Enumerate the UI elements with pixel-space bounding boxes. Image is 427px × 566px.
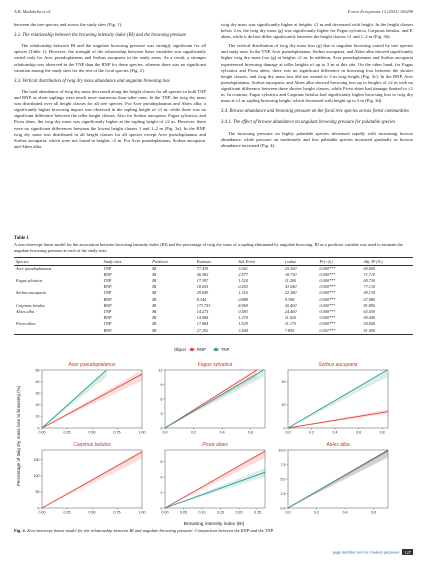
right-column <box>221 22 413 152</box>
table-1 <box>14 236 413 335</box>
table-cell: TNP <box>103 309 112 315</box>
panel-title: Acer pseudoplatanus <box>68 362 116 368</box>
table-cell: Carpinus betulus <box>16 302 45 308</box>
table-cell: BI <box>152 309 157 315</box>
table-cell: 0.001*** <box>318 328 362 335</box>
table-cell: TNP <box>103 278 112 283</box>
table-cell: 18.655 <box>196 284 209 290</box>
table-cell: 14.275 <box>196 309 209 315</box>
panel-title: Fagus sylvatica <box>197 362 233 368</box>
y-tick-label: 9 <box>160 382 163 387</box>
table-header-cell: Study sites <box>102 257 151 265</box>
x-tick-label: 0.15 <box>217 510 225 515</box>
y-tick-label: 50 <box>35 368 40 373</box>
header-journal: Forest Ecosystems 12 (2025) 100298 <box>347 9 413 14</box>
table-cell: RNP <box>102 328 151 335</box>
table-cell: 67.080 <box>363 296 376 302</box>
paragraph: The vertical distribution of twig dry mass loss (g) due to ungulate browsing varied by tree species and study area. In the TNP, Acer pseudoplatanus, Sorbus aucuparia, and Abies alba showed significantly higher twig dry mass loss (g) at heights ≤1 m. In addition, Acer pseudoplatanus and Sorbus aucuparia experienced browsing damage at taller heights of up to 3 m at this site. On the other hand, for Fagus sylvatica and Picea abies, there was no significant difference in browsing loss between the shorter height classes, and twig dry mass loss did not extend to 3 m twig height (Fig. 3c). In the RNP, Acer pseudoplatanus, Sorbus aucuparia, and Abies alba showed browsing loss up to heights of ≤2 m with no significant difference between these shorter height classes, while Picea abies had damage limited to ≤1 m. In contrast, Fagus sylvatica and Carpinus betulus had significantly higher browsing loss to twig dry mass at ≤1 m sapling browsing height, which decreased with height up to 3 m (Fig. 3d). <box>221 43 413 104</box>
y-tick-label: 0 <box>37 426 40 431</box>
table-cell: 71.710 <box>363 271 376 277</box>
figure-label: Fig. 2. <box>14 528 26 533</box>
table-header-cell: Estimate <box>195 257 237 265</box>
legend-title: Object <box>173 347 186 352</box>
table-cell: BI <box>152 321 157 327</box>
figure-caption <box>14 528 413 534</box>
y-tick-label: 20 <box>35 403 40 408</box>
x-tick-label: 0.6 <box>248 430 254 435</box>
table-cell: 27.192 <box>195 328 237 335</box>
table-cell: BI <box>152 271 157 277</box>
left-column <box>14 22 206 153</box>
table-cell: 8.969 <box>238 302 248 308</box>
table-cell: 7.895 <box>283 328 318 335</box>
y-tick-label: 6 <box>160 397 163 402</box>
y-tick-label: 150 <box>33 457 40 462</box>
table-cell: 11.170 <box>284 321 297 327</box>
table-cell: 25.300 <box>284 265 297 271</box>
table-cell: TNP <box>103 321 112 327</box>
running-header <box>14 9 413 17</box>
table-header-cell: Std. Error <box>236 257 283 265</box>
y-tick-label: 50 <box>35 490 40 495</box>
x-tick-label: 0.00 <box>38 430 46 435</box>
table-cell: 77.439 <box>196 265 209 271</box>
y-tick-label: 0 <box>160 506 163 511</box>
table-cell: 54.840 <box>363 321 376 327</box>
paragraph: The browsing pressure on highly palatable species decreased rapidly with increasing browse abundance, while pressure on moderately and less palatable species increased gradually as browse abundance increased (Fig. 4). <box>221 130 413 148</box>
x-tick-label: 0.2 <box>191 430 197 435</box>
table-cell: RNP <box>103 284 112 290</box>
x-tick-label: 0.0 <box>285 430 291 435</box>
y-tick-label: 0.0 <box>280 506 286 511</box>
table-cell: 0.888 <box>238 296 248 302</box>
y-tick-label: 2.5 <box>280 491 286 496</box>
y-tick-label: 5.0 <box>280 477 286 482</box>
table-cell: TNP <box>103 290 112 296</box>
x-tick-label: 0.10 <box>198 510 206 515</box>
x-tick-label: 0.00 <box>38 510 46 515</box>
table-cell: 17.397 <box>196 278 209 283</box>
x-tick-label: 0.4 <box>219 430 225 435</box>
y-tick-label: 10 <box>281 403 286 408</box>
table-caption: A zero-intercept linear model for the association between browsing intensity index (BI) and the percentage of twig dry mass of a sapling eliminated by ungulate browsing. BI as a predictor variable was used to estimate the ungulate browsing pressure at each of the study sites. <box>14 242 403 253</box>
table-cell: Abies alba <box>16 309 34 315</box>
panel-title: Sorbus aucuparia <box>318 362 358 368</box>
table-cell: 0.000*** <box>319 309 336 315</box>
x-tick-label: 0.25 <box>63 510 71 515</box>
table-cell: BI <box>152 315 157 321</box>
x-tick-label: 0.4 <box>332 430 338 435</box>
table-cell: Sorbus aucuparia <box>16 290 46 296</box>
figure-2 <box>14 344 413 528</box>
figure-2-chart <box>14 344 413 528</box>
table-header-cell: Predictor <box>150 257 194 265</box>
paragraph: The relationship between BI and the ungulate browsing pressure was strongly significant for all species (Table 1). However, the strength of the relationship between these variables was significantly varied only for Acer pseudoplatanus and Sorbus aucuparia in the study areas. As a result, a stronger relationship was observed in the TNP than the RNP for these species, whereas there was no significant variation among the study sites for the rest of the focal species (Fig. 2). <box>14 43 206 73</box>
y-tick-label: 6 <box>160 459 163 464</box>
table-cell: 14.088 <box>196 315 209 321</box>
section-heading: 3.2. The relationship between the browsing intensity index (BI) and the browsing pressure <box>14 33 187 39</box>
subsection-heading: 3.4.1. The effect of browse abundance on ungulate browsing pressure for palatable species <box>221 120 396 126</box>
paragraph: between the tree species and across the study sites (Fig. 1). <box>14 22 123 27</box>
table-cell: TNP <box>103 265 112 271</box>
table-row <box>14 265 413 272</box>
table-cell: 81.890 <box>363 302 376 308</box>
table-cell: 77.130 <box>363 284 376 290</box>
table-cell: 0.000*** <box>319 290 336 296</box>
table-cell: BI <box>152 290 157 296</box>
table-cell: 0.583 <box>238 309 248 315</box>
table-cell: 8.344 <box>196 296 207 302</box>
table-cell: 91.090 <box>362 328 414 335</box>
table-cell: 65.430 <box>363 309 376 315</box>
table-cell: Fagus sylvatica <box>16 278 43 283</box>
panel-title: Abies alba <box>326 442 350 448</box>
x-tick-label: 0.25 <box>254 510 262 515</box>
y-tick-label: 0 <box>37 506 40 511</box>
table-title: Table 1 <box>14 236 29 241</box>
table-cell: 0.000*** <box>319 321 336 327</box>
x-tick-label: 0.00 <box>161 510 169 515</box>
page-number: 127 <box>404 549 411 555</box>
table-cell: BI <box>152 296 157 302</box>
y-tick-label: 10 <box>35 414 40 419</box>
table-cell: 20.400 <box>284 302 297 308</box>
table-cell: 18.730 <box>284 271 297 277</box>
y-tick-label: 20 <box>281 379 286 384</box>
table-cell: BI <box>150 328 194 335</box>
table-cell: BI <box>152 284 157 290</box>
table-cell: 41.040 <box>284 284 297 290</box>
y-tick-label: 40 <box>35 379 40 384</box>
x-tick-label: 0.2 <box>314 510 320 515</box>
footer-text: page number not for citation purposes <box>332 549 400 555</box>
table-cell: RNP <box>103 315 112 321</box>
table-cell: 22.380 <box>284 290 297 296</box>
table-row <box>14 328 413 335</box>
table-cell: BI <box>152 265 157 271</box>
legend-label: RNP <box>197 347 206 352</box>
x-tick-label: 0.2 <box>309 430 315 435</box>
table-cell: Picea abies <box>16 321 36 327</box>
table-cell: 49.130 <box>363 290 376 296</box>
table-cell: 11.020 <box>284 315 297 321</box>
y-tick-label: 12 <box>158 368 163 373</box>
x-tick-label: 0.25 <box>63 430 71 435</box>
table-cell: Acer pseudoplatanus <box>16 265 52 271</box>
y-tick-label: 10.0 <box>278 448 286 453</box>
table-cell: 0.000*** <box>319 284 336 290</box>
table-cell: RNP <box>103 302 112 308</box>
table-cell: 69.730 <box>363 278 376 283</box>
table-cell: 1.524 <box>238 278 248 283</box>
table-cell: 1.274 <box>238 315 248 321</box>
table-header-cell: t value <box>283 257 318 265</box>
section-heading: 3.3. Vertical distribution of twig dry mass abundance and ungulate browsing loss <box>14 78 170 84</box>
x-tick-label: 0.6 <box>371 510 377 515</box>
table-cell: 1.529 <box>238 321 248 327</box>
table-cell: 9.398 <box>284 296 295 302</box>
table-cell: 0.000*** <box>319 302 336 308</box>
table-cell: RNP <box>103 271 112 277</box>
table-cell: 0.000*** <box>319 271 336 277</box>
x-tick-label: 0.75 <box>113 510 121 515</box>
y-tick-label: 30 <box>35 391 40 396</box>
paragraph: twig dry mass was significantly higher at heights ≤1 m and decreased with height. In the height classes below 2 m, the twig dry mass (g) was significantly higher for Fagus sylvatica, Carpinus betulus, and P. abies, while it did not differ significantly between the height classes ≤1 and 1–2 m (Fig. 3b). <box>221 22 413 40</box>
table-cell: 1.316 <box>238 290 248 296</box>
y-tick-label: 100 <box>33 474 40 479</box>
figure-caption-text: Zero-intercept linear model for the relationship between BI and ungulate browsing pressure: Comparison between the RNP and the TNP. <box>27 528 274 533</box>
table-cell: 173.753 <box>196 302 211 308</box>
table-cell: BI <box>152 278 157 283</box>
x-tick-label: 0.0 <box>162 430 168 435</box>
table-cell: BI <box>152 302 157 308</box>
panel-title: Picea abies <box>202 442 228 448</box>
y-tick-label: 2 <box>160 490 163 495</box>
table-cell: RNP <box>103 296 112 302</box>
x-tick-label: 0.75 <box>113 430 121 435</box>
paragraph: The total abundance of twig dry mass decreased along the height classes for all species in both TNP and RNP, as short saplings were much more numerous than taller ones. In the TNP, the twig dry mass was distributed over all height classes for all tree species. For Acer pseudoplatanus and Abies alba, a significantly higher browsing impact was observed in the sapling height of ≤1 m, while there was no significant difference between the taller height classes. Also for Sorbus aucuparia, Fagus sylvatica, and Picea abies, the twig dry mass was significantly higher at the sapling height of ≤2 m. However, there were no significant differences between the lowest height classes 1 and 1–2 m (Fig. 3a). In the RNP, twig dry mass was distributed in all height classes for all species except Acer pseudoplatanus and Sorbus aucuparia, which were not found in heights >2 m. For Acer pseudoplatanus, Sorbus aucuparia, and Abies alba, <box>14 88 206 149</box>
x-tick-label: 0.4 <box>342 510 348 515</box>
page-footer <box>333 549 413 555</box>
table-header-row <box>14 257 413 265</box>
header-authors: A.B. Madakcha et al. <box>14 9 52 14</box>
table-cell: 3.061 <box>238 265 248 271</box>
table-header-cell: Species <box>14 257 102 265</box>
x-tick-label: 0.50 <box>88 430 96 435</box>
y-tick-label: 7.5 <box>280 462 286 467</box>
results-table <box>14 257 413 335</box>
x-tick-label: 0.05 <box>180 510 188 515</box>
table-header-cell: Pr(>|t|) <box>318 257 362 265</box>
y-axis-label: Percentage of twig dry mass loss to browsing (%) <box>16 385 21 487</box>
x-tick-label: 0.50 <box>88 510 96 515</box>
y-tick-label: 0 <box>283 426 286 431</box>
x-tick-label: 0.20 <box>235 510 243 515</box>
table-cell: 0.455 <box>238 284 248 290</box>
x-tick-label: 0.0 <box>285 510 291 515</box>
x-tick-label: 1.00 <box>138 510 146 515</box>
table-cell: 24.460 <box>284 309 297 315</box>
section-heading: 3.4. Browse abundance and browsing pressure on the focal tree species across forest communities <box>221 109 409 115</box>
table-cell <box>14 328 102 335</box>
table-cell: 2.477 <box>238 271 248 277</box>
table-cell: 0.000*** <box>319 315 336 321</box>
table-cell: 69.840 <box>363 265 376 271</box>
table-cell: 0.000*** <box>319 265 336 271</box>
y-tick-label: 3 <box>160 411 163 416</box>
y-tick-label: 0 <box>160 426 163 431</box>
x-tick-label: 0.6 <box>356 430 362 435</box>
table-cell: 69.040 <box>363 315 376 321</box>
x-tick-label: 0.8 <box>379 430 385 435</box>
y-tick-label: 4 <box>160 475 163 480</box>
table-cell: 17.084 <box>196 321 209 327</box>
table-cell: 29.649 <box>196 290 209 296</box>
table-cell: 3.444 <box>236 328 283 335</box>
panel-title: Carpinus betulus <box>73 442 111 448</box>
table-cell: 46.382 <box>196 271 209 277</box>
table-header-cell: Adj. R² (%) <box>362 257 414 265</box>
table-cell: 0.000*** <box>319 296 336 302</box>
legend-label: TNP <box>221 347 230 352</box>
table-cell: 11.200 <box>284 278 297 283</box>
x-axis-label: Browsing intensity index (BI) <box>183 522 245 527</box>
table-cell: 0.000*** <box>319 278 336 283</box>
x-tick-label: 1.00 <box>138 430 146 435</box>
